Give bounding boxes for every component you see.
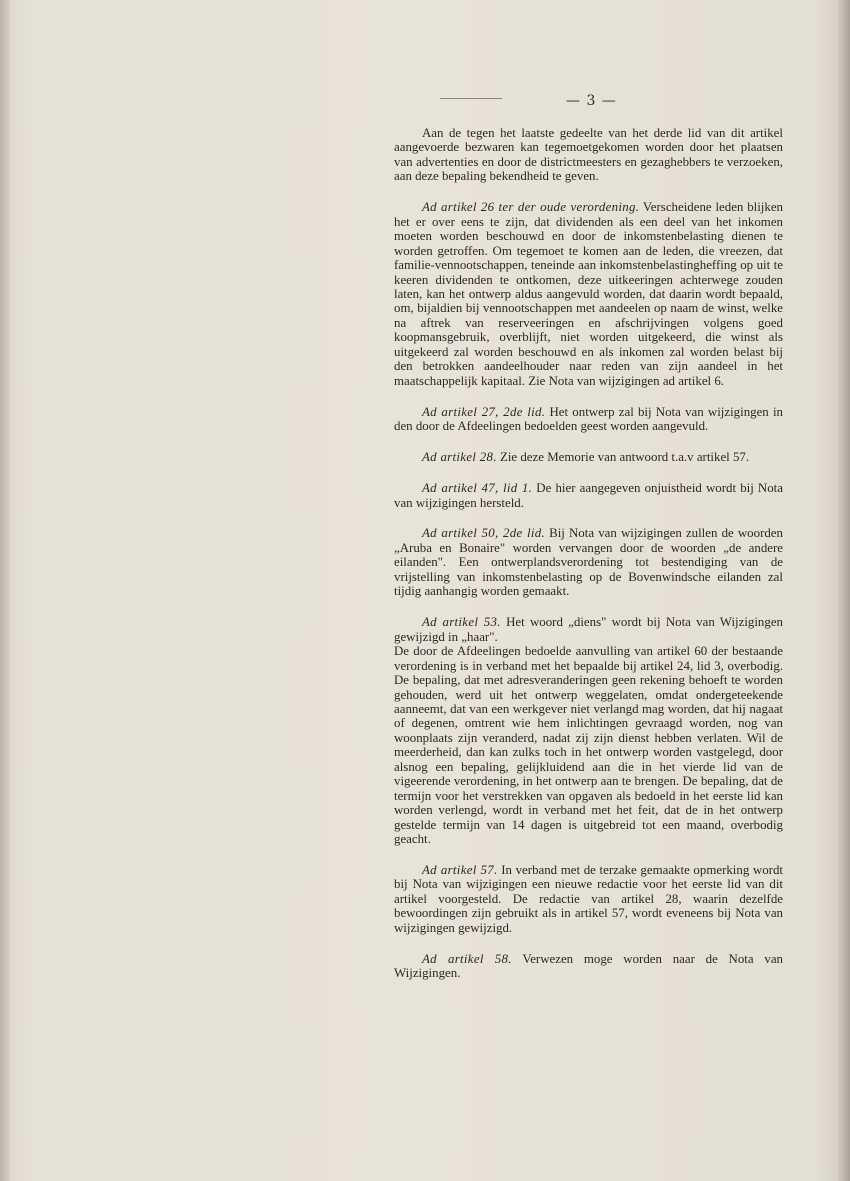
paragraph <box>394 526 783 598</box>
paragraph <box>394 952 783 981</box>
paragraph <box>394 126 783 184</box>
paragraph-heading: Ad artikel 50, 2de lid. <box>422 526 545 541</box>
paragraph-body: De hier aangegeven onjuistheid wordt bij Nota van wijzigingen hersteld. <box>394 481 783 510</box>
paragraph-body: De door de Afdeelingen bedoelde aanvulling van artikel 60 der bestaande verordening is in verband met het bepaalde bij artikel 24, lid 3, overbodig. De bepaling, dat met adresveranderingen geen rekening behoeft te worden gehouden, werd uit het ontwerp weggelaten, omdat ondergeteekende aanneemt, dat van een werkgever niet verlangd mag worden, dat hij nagaat of degenen, omtrent wie hem inlichtingen gevraagd worden, nog van woonplaats zijn veranderd, nadat zij zijn dienst hebben verlaten. Wil de meerderheid, dan kan zulks toch in het ontwerp worden vastgelegd, door alsnog een bepaling, gelijkluidend aan die in het vierde lid van de vigeerende verordening, in het ontwerp aan te brengen. De bepaling, dat de termijn voor het verstrekken van opgaven als bedoeld in het eerste lid kan worden verlengd, wordt in verband met het feit, dat de in het ontwerp gestelde termijn van 14 dagen is uitgebreid tot een maand, overbodig geacht. <box>394 644 783 847</box>
page-left-edge <box>0 0 10 1181</box>
page-right-edge <box>838 0 850 1181</box>
paragraph-body: Het woord „diens" wordt bij Nota van Wijzigingen gewijzigd in „haar". <box>394 615 783 644</box>
paragraph-heading: Ad artikel 26 ter der oude verordening. <box>422 200 640 215</box>
paragraph <box>394 200 783 388</box>
paragraph <box>394 481 783 510</box>
paragraph <box>394 450 783 464</box>
paragraph-heading: Ad artikel 53. <box>422 615 501 630</box>
paragraph-heading: Ad artikel 57. <box>422 862 498 877</box>
paragraph-heading: Ad artikel 47, lid 1. <box>422 481 533 496</box>
body-text <box>394 126 783 997</box>
paragraph-body: Aan de tegen het laatste gedeelte van het derde lid van dit artikel aangevoerde bezwaren kan tegemoetgekomen worden door het plaatsen van advertenties en door de districtmeesters en gezaghebbers te verzoeken, aan deze bepaling bekendheid te geven. <box>394 126 783 184</box>
page-number: — 3 — <box>566 93 617 109</box>
paragraph-heading: Ad artikel 58. <box>422 951 512 966</box>
paragraph-heading: Ad artikel 28. <box>422 450 497 465</box>
paragraph-body: Het ontwerp zal bij Nota van wijzigingen in den door de Afdeelingen bedoelden geest worden aangevuld. <box>394 404 783 434</box>
paragraph-body: Zie deze Memorie van antwoord t.a.v artikel 57. <box>496 450 750 465</box>
paragraph <box>394 644 783 846</box>
paragraph <box>394 863 783 935</box>
paragraph-heading: Ad artikel 27, 2de lid. <box>422 404 546 419</box>
paragraph-body: Verscheidene leden blijken het er over eens te zijn, dat dividenden als een deel van het inkomen moeten worden beschouwd en door de inkomstenbelasting dienen te worden getroffen. Om tegemoet te komen aan de leden, die vreezen, dat familie-vennootschappen, teneinde aan inkomstenbelastingheffing op uit te keeren dividenden te ontkomen, deze uitkeeringen achterwege zouden laten, kan het ontwerp aldus aangevuld worden, dat daarin wordt bepaald, om, bijaldien bij vennootschappen met aandeelen op naam de winst, welke na aftrek van reserveeringen en afschrijvingen volgens goed koopmansgebruik, overblijft, niet worden uitgekeerd, die winst als uitgekeerd zal worden beschouwd en als inkomen zal worden belast bij den betrokken aandeelhouder naar reden van zijn aandeel in het maatschappelijk kapitaal. Zie Nota van wijzigingen ad artikel 6. <box>394 200 783 388</box>
paragraph-body: Bij Nota van wijzigingen zullen de woorden „Aruba en Bonaire" worden vervangen door de woorden „de andere eilanden". Een ontwerplandsverordening tot bestendiging van de vrijstelling van inkomstenbelasting op de Bovenwindsche eilanden zal tijdig aanhangig worden gemaakt. <box>394 526 783 599</box>
paragraph <box>394 405 783 434</box>
header-rule <box>440 98 502 99</box>
paragraph-body: Verwezen moge worden naar de Nota van Wijzigingen. <box>394 951 783 981</box>
paragraph-body: In verband met de terzake gemaakte opmerking wordt bij Nota van wijzigingen een nieuwe redactie voor het eerste lid van dit artikel voorgesteld. De redactie van artikel 28, waarin dezelfde bewoordingen zijn gebruikt als in artikel 57, wordt eveneens bij Nota van wijzigingen gewijzigd. <box>394 862 783 935</box>
paragraph <box>394 615 783 644</box>
